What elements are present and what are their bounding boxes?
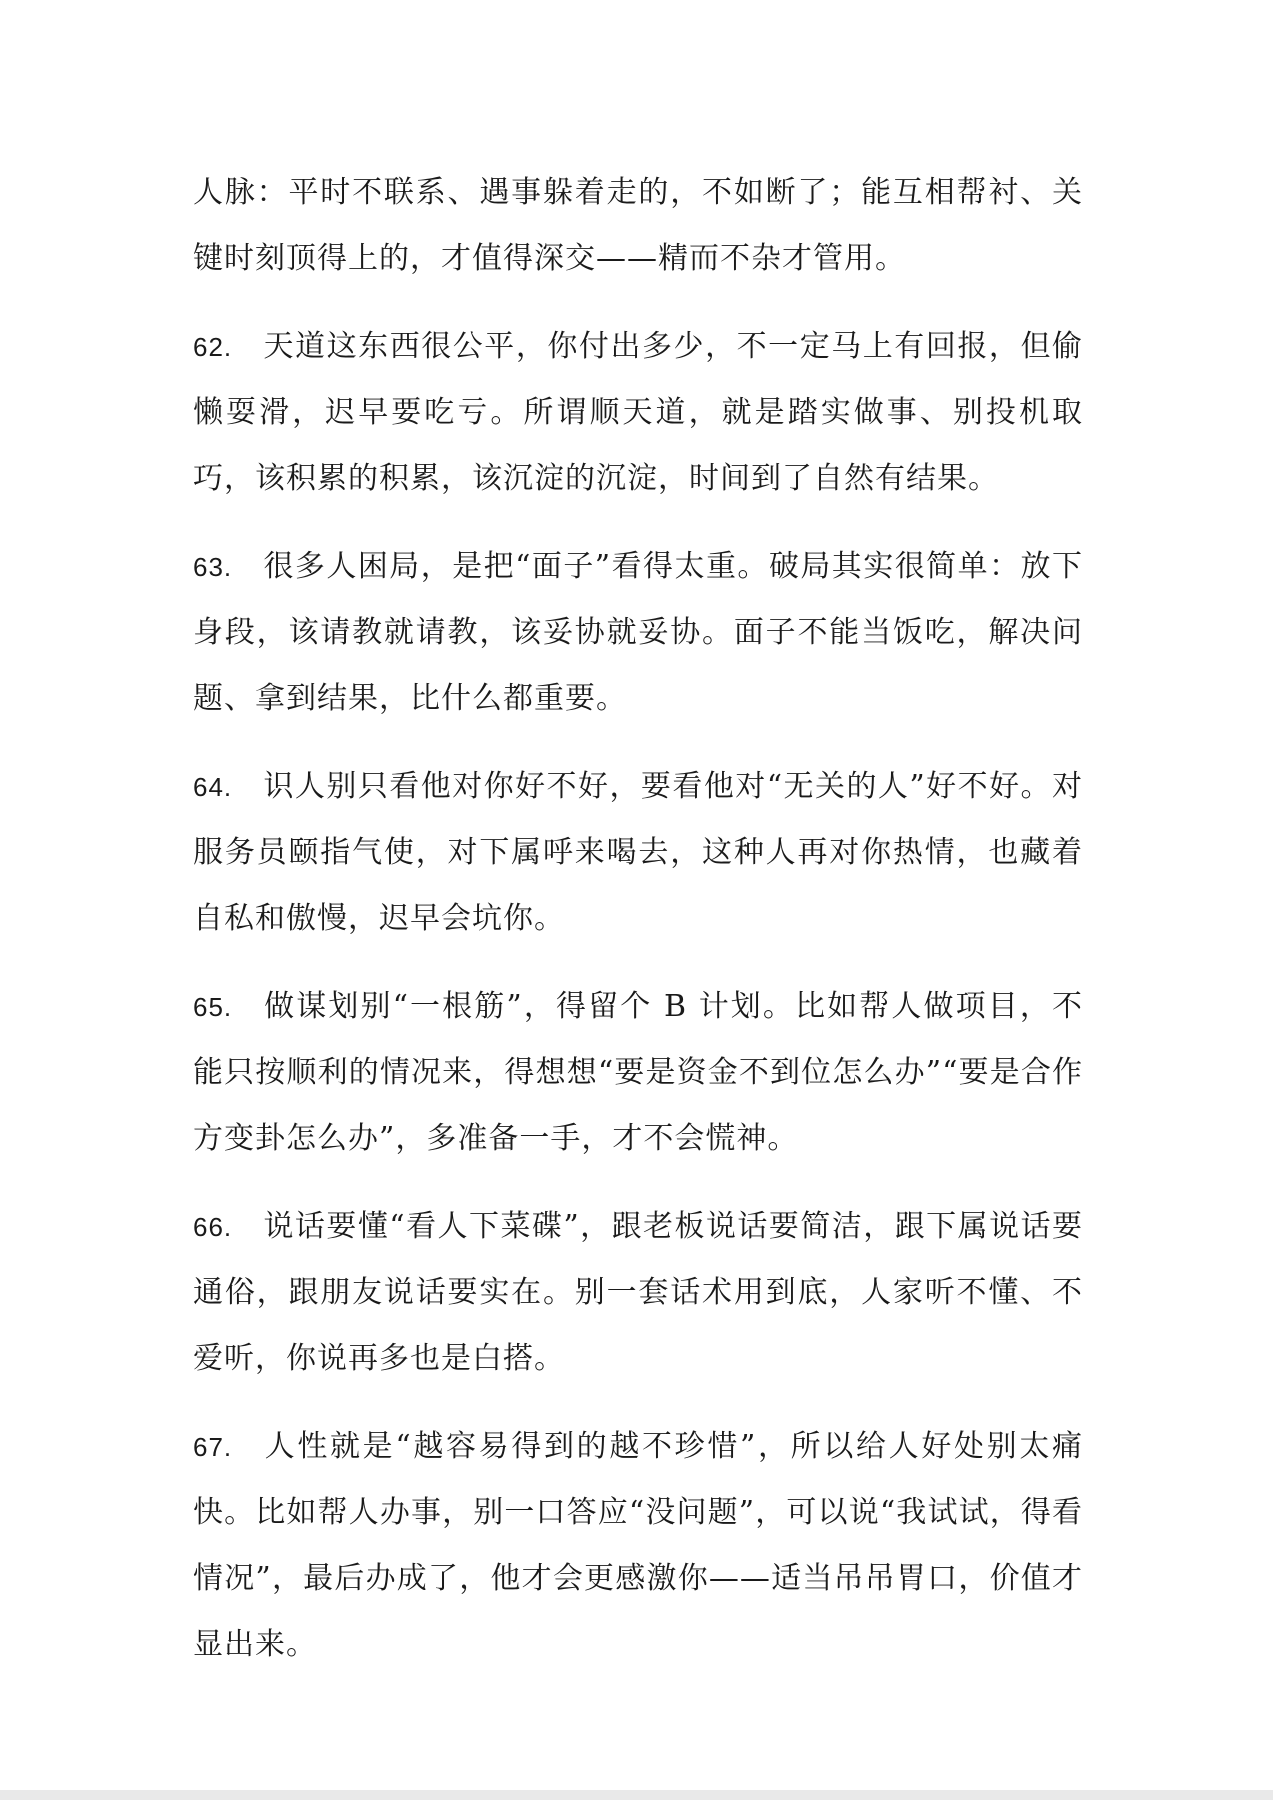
paragraph-63 [193, 534, 1083, 732]
paragraph-text: 人性就是“越容易得到的越不珍惜”，所以给人好处别太痛快。比如帮人办事，别一口答应“没问题”，可以说“我试试，得看情况”，最后办成了，他才会更感激你——适当吊吊胃口，价值才显出来。 [193, 1429, 1083, 1662]
paragraph-number: 62. [193, 332, 233, 362]
paragraph-number: 65. [193, 992, 233, 1022]
paragraph-text: 天道这东西很公平，你付出多少，不一定马上有回报，但偷懒耍滑，迟早要吃亏。所谓顺天道，就是踏实做事、别投机取巧，该积累的积累，该沉淀的沉淀，时间到了自然有结果。 [193, 329, 1083, 496]
paragraph-67 [193, 1414, 1083, 1678]
page-bottom-edge [0, 1790, 1273, 1800]
paragraph-text: 人脉：平时不联系、遇事躲着走的，不如断了；能互相帮衬、关键时刻顶得上的，才值得深交——精而不杂才管用。 [193, 175, 1083, 276]
paragraph-65 [193, 974, 1083, 1172]
paragraph-number: 67. [193, 1432, 233, 1462]
paragraph-number: 64. [193, 772, 233, 802]
paragraph-text: 很多人困局，是把“面子”看得太重。破局其实很简单：放下身段，该请教就请教，该妥协就妥协。面子不能当饭吃，解决问题、拿到结果，比什么都重要。 [193, 549, 1083, 716]
paragraph-62 [193, 314, 1083, 512]
paragraph-64 [193, 754, 1083, 952]
paragraph-text: 做谋划别“一根筋”，得留个 B 计划。比如帮人做项目，不能只按顺利的情况来，得想想“要是资金不到位怎么办”“要是合作方变卦怎么办”，多准备一手，才不会慌神。 [193, 989, 1083, 1156]
paragraph-text: 说话要懂“看人下菜碟”，跟老板说话要简洁，跟下属说话要通俗，跟朋友说话要实在。别一套话术用到底，人家听不懂、不爱听，你说再多也是白搭。 [193, 1209, 1083, 1376]
paragraph-number: 66. [193, 1212, 233, 1242]
paragraph-continuation [193, 160, 1083, 292]
paragraph-text: 识人别只看他对你好不好，要看他对“无关的人”好不好。对服务员颐指气使，对下属呼来喝去，这种人再对你热情，也藏着自私和傲慢，迟早会坑你。 [193, 769, 1083, 936]
document-body [193, 160, 1083, 1700]
paragraph-66 [193, 1194, 1083, 1392]
paragraph-number: 63. [193, 552, 233, 582]
